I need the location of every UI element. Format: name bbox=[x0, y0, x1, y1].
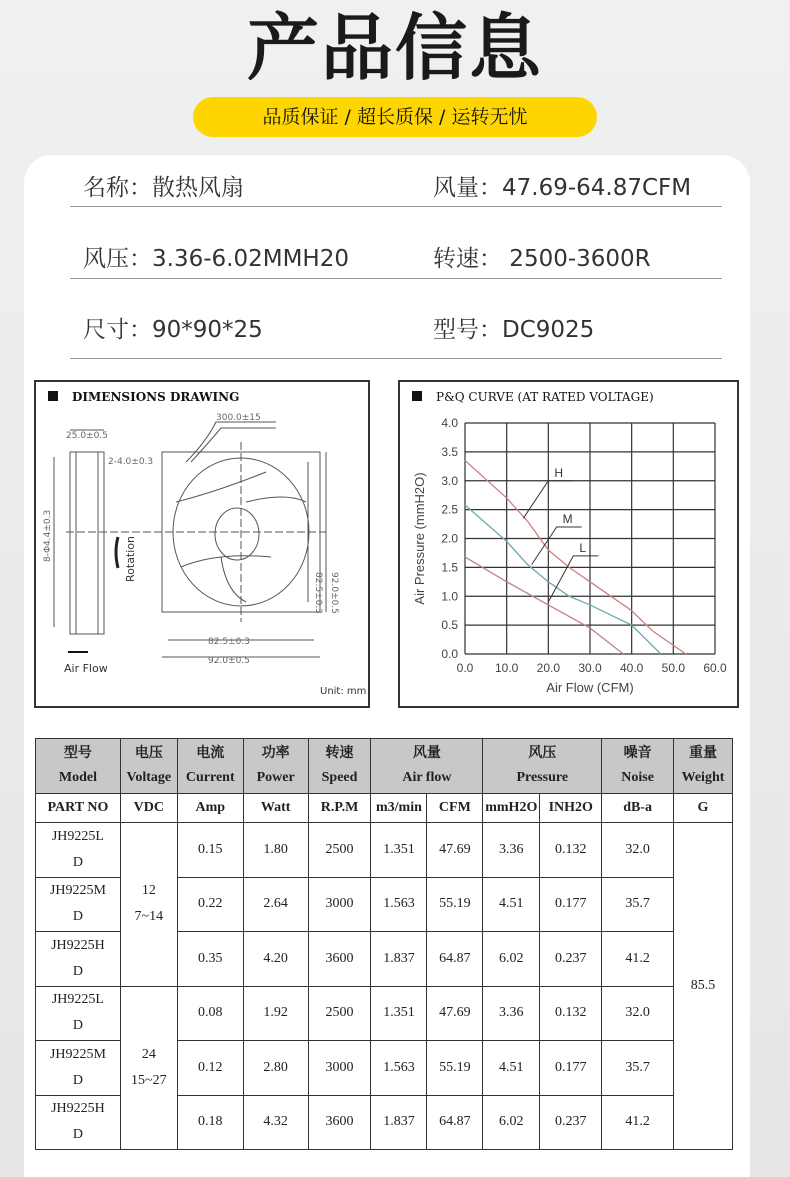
unit-label: Unit: mm bbox=[320, 686, 367, 697]
page-title: 产品信息 bbox=[246, 6, 543, 90]
fan-drawing bbox=[36, 382, 368, 706]
unit-cell: Watt bbox=[243, 794, 308, 823]
header-cell: 噪音 Noise bbox=[602, 739, 674, 794]
value-cell: 0.132 bbox=[540, 986, 602, 1041]
dim-hole-span-v: 82.5±0.3 bbox=[313, 572, 323, 614]
value-cell: 0.15 bbox=[177, 823, 243, 878]
value-cell: 6.02 bbox=[483, 932, 540, 987]
value-cell: 32.0 bbox=[602, 986, 674, 1041]
y-axis-label: Air Pressure (mmH2O) bbox=[412, 472, 427, 605]
value-cell: 1.837 bbox=[371, 1095, 427, 1150]
y-tick-label: 0.0 bbox=[441, 647, 458, 661]
value-cell: 1.351 bbox=[371, 823, 427, 878]
spec-model: 型号：DC9025 bbox=[433, 317, 595, 343]
header-cell: 功率 Power bbox=[243, 739, 308, 794]
value-cell: 2.80 bbox=[243, 1041, 308, 1096]
y-tick-label: 1.5 bbox=[441, 560, 458, 575]
spec-pressure: 风压：3.36-6.02MMH20 bbox=[83, 246, 349, 272]
divider bbox=[70, 206, 722, 207]
dim-hole-dia: 8-Φ4.4±0.3 bbox=[43, 509, 53, 562]
dim-size-v: 92.0±0.5 bbox=[329, 572, 339, 614]
value-cell: 41.2 bbox=[602, 932, 674, 987]
dim-size-h: 92.0±0.5 bbox=[208, 656, 250, 666]
rotation-label: Rotation bbox=[124, 535, 137, 582]
part-no-cell: JH9225H D bbox=[36, 932, 121, 987]
x-tick-label: 50.0 bbox=[661, 661, 686, 675]
value-cell: 4.32 bbox=[243, 1095, 308, 1150]
voltage-cell: 24 15~27 bbox=[120, 986, 177, 1150]
part-no-cell: JH9225H D bbox=[36, 1095, 121, 1150]
table-row bbox=[36, 823, 733, 878]
value-cell: 3.36 bbox=[483, 986, 540, 1041]
pq-curve-chart bbox=[398, 380, 739, 708]
value-cell: 3600 bbox=[308, 1095, 371, 1150]
y-tick-label: 1.0 bbox=[441, 589, 458, 604]
value-cell: 55.19 bbox=[427, 877, 483, 932]
unit-cell: PART NO bbox=[36, 794, 121, 823]
series-pointer bbox=[548, 556, 598, 602]
value-cell: 6.02 bbox=[483, 1095, 540, 1150]
value-cell: 3.36 bbox=[483, 823, 540, 878]
value-cell: 55.19 bbox=[427, 1041, 483, 1096]
table-header-row bbox=[36, 739, 733, 794]
chart-plot bbox=[400, 382, 737, 706]
table-row bbox=[36, 986, 733, 1041]
header-cell: 重量 Weight bbox=[674, 739, 733, 794]
value-cell: 3000 bbox=[308, 1041, 371, 1096]
value-cell: 0.177 bbox=[540, 1041, 602, 1096]
dim-hole-span-h: 82.5±0.3 bbox=[208, 637, 250, 647]
spec-airflow: 风量：47.69-64.87CFM bbox=[433, 175, 692, 201]
header-cell: 电压 Voltage bbox=[120, 739, 177, 794]
value-cell: 32.0 bbox=[602, 823, 674, 878]
unit-cell: VDC bbox=[120, 794, 177, 823]
value-cell: 4.51 bbox=[483, 877, 540, 932]
unit-row bbox=[36, 794, 733, 823]
spec-speed: 转速： 2500-3600R bbox=[433, 246, 651, 272]
value-cell: 64.87 bbox=[427, 932, 483, 987]
voltage-cell: 12 7~14 bbox=[120, 823, 177, 987]
series-line-L bbox=[465, 557, 623, 654]
part-no-cell: JH9225M D bbox=[36, 877, 121, 932]
spec-table bbox=[35, 738, 733, 1150]
value-cell: 1.563 bbox=[371, 877, 427, 932]
value-cell: 35.7 bbox=[602, 1041, 674, 1096]
header-cell: 风压 Pressure bbox=[483, 739, 602, 794]
header-cell: 型号 Model bbox=[36, 739, 121, 794]
value-cell: 47.69 bbox=[427, 986, 483, 1041]
y-tick-label: 2.0 bbox=[441, 531, 458, 546]
header-cell: 电流 Current bbox=[177, 739, 243, 794]
value-cell: 47.69 bbox=[427, 823, 483, 878]
dim-cable-length: 300.0±15 bbox=[216, 413, 261, 423]
x-tick-label: 0.0 bbox=[456, 661, 474, 675]
header-cell: 风量 Air flow bbox=[371, 739, 483, 794]
value-cell: 1.351 bbox=[371, 986, 427, 1041]
value-cell: 3600 bbox=[308, 932, 371, 987]
value-cell: 0.132 bbox=[540, 823, 602, 878]
y-tick-label: 4.0 bbox=[441, 416, 458, 430]
unit-cell: dB-a bbox=[602, 794, 674, 823]
value-cell: 2500 bbox=[308, 823, 371, 878]
value-cell: 0.237 bbox=[540, 932, 602, 987]
value-cell: 1.92 bbox=[243, 986, 308, 1041]
y-tick-label: 2.5 bbox=[441, 502, 458, 517]
weight-cell: 85.5 bbox=[674, 823, 733, 1150]
value-cell: 4.51 bbox=[483, 1041, 540, 1096]
spec-name: 名称：散热风扇 bbox=[83, 175, 244, 201]
dim-depth: 25.0±0.5 bbox=[66, 431, 108, 441]
unit-cell: Amp bbox=[177, 794, 243, 823]
value-cell: 2.64 bbox=[243, 877, 308, 932]
drawing-title: DIMENSIONS DRAWING bbox=[72, 390, 240, 404]
unit-cell: CFM bbox=[427, 794, 483, 823]
value-cell: 41.2 bbox=[602, 1095, 674, 1150]
x-tick-label: 10.0 bbox=[494, 661, 519, 675]
part-no-cell: JH9225M D bbox=[36, 1041, 121, 1096]
value-cell: 64.87 bbox=[427, 1095, 483, 1150]
y-tick-label: 3.5 bbox=[441, 444, 458, 459]
y-tick-label: 3.0 bbox=[441, 473, 458, 488]
value-cell: 0.12 bbox=[177, 1041, 243, 1096]
x-tick-label: 30.0 bbox=[578, 661, 602, 675]
value-cell: 0.237 bbox=[540, 1095, 602, 1150]
part-no-cell: JH9225L D bbox=[36, 823, 121, 878]
value-cell: 1.80 bbox=[243, 823, 308, 878]
unit-cell: R.P.M bbox=[308, 794, 371, 823]
x-tick-label: 20.0 bbox=[536, 661, 561, 675]
unit-cell: G bbox=[674, 794, 733, 823]
divider bbox=[70, 358, 722, 359]
header-cell: 转速 Speed bbox=[308, 739, 371, 794]
part-no-cell: JH9225L D bbox=[36, 986, 121, 1041]
series-pointer bbox=[532, 527, 582, 565]
value-cell: 3000 bbox=[308, 877, 371, 932]
airflow-label: Air Flow bbox=[64, 662, 108, 675]
divider bbox=[70, 278, 722, 279]
value-cell: 2500 bbox=[308, 986, 371, 1041]
value-cell: 0.35 bbox=[177, 932, 243, 987]
unit-cell: INH2O bbox=[540, 794, 602, 823]
series-label: M bbox=[562, 511, 573, 526]
value-cell: 0.08 bbox=[177, 986, 243, 1041]
dim-hole-pitch: 2-4.0±0.3 bbox=[108, 457, 154, 467]
series-label: L bbox=[579, 540, 587, 555]
value-cell: 0.18 bbox=[177, 1095, 243, 1150]
value-cell: 1.837 bbox=[371, 932, 427, 987]
dimensions-drawing bbox=[34, 380, 370, 708]
x-tick-label: 40.0 bbox=[619, 661, 644, 675]
tagline-banner: 品质保证 / 超长质保 / 运转无忧 bbox=[193, 97, 597, 137]
value-cell: 35.7 bbox=[602, 877, 674, 932]
x-axis-label: Air Flow (CFM) bbox=[546, 680, 634, 695]
value-cell: 0.22 bbox=[177, 877, 243, 932]
value-cell: 4.20 bbox=[243, 932, 308, 987]
series-label: H bbox=[554, 465, 564, 480]
unit-cell: mmH2O bbox=[483, 794, 540, 823]
spec-size: 尺寸：90*90*25 bbox=[83, 317, 263, 343]
chart-title: P&Q CURVE (AT RATED VOLTAGE) bbox=[436, 390, 654, 404]
y-tick-label: 0.5 bbox=[441, 618, 458, 633]
value-cell: 0.177 bbox=[540, 877, 602, 932]
value-cell: 1.563 bbox=[371, 1041, 427, 1096]
unit-cell: m3/min bbox=[371, 794, 427, 823]
x-tick-label: 60.0 bbox=[703, 661, 727, 675]
